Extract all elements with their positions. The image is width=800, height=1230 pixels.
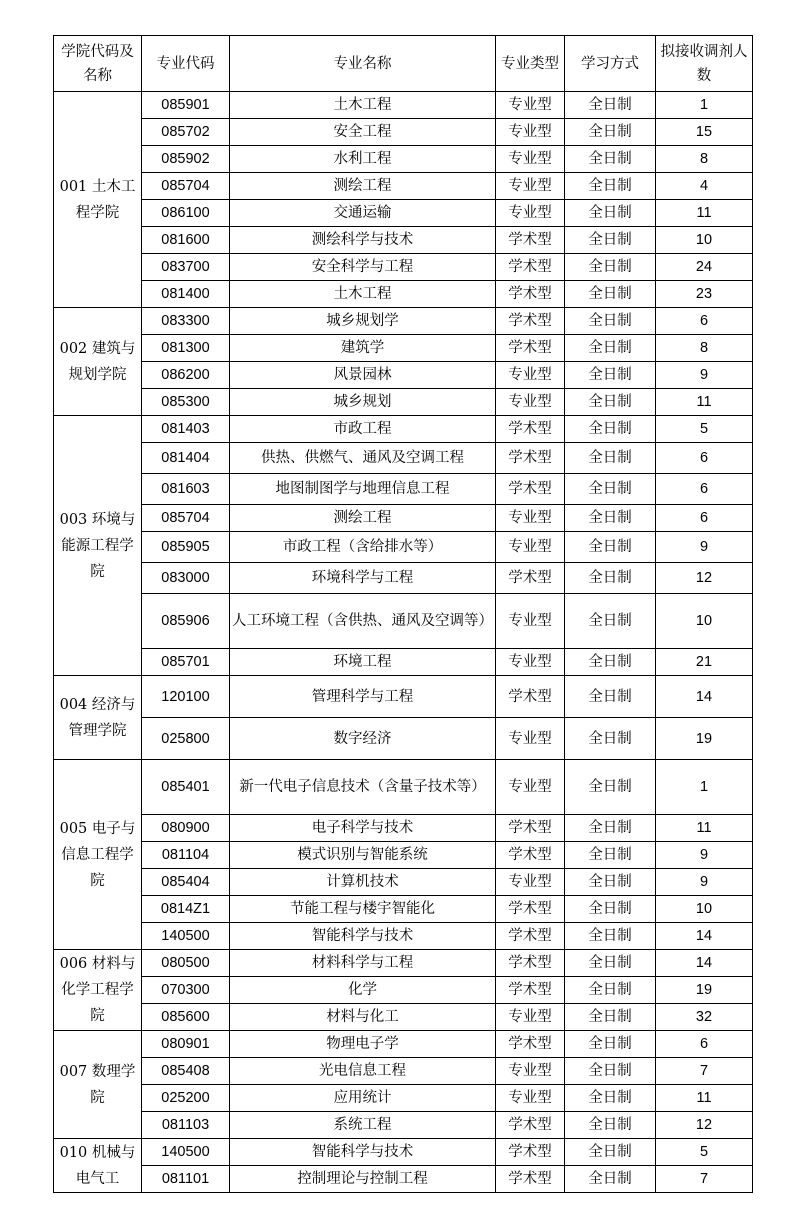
major-name-cell: 供热、供燃气、通风及空调工程 bbox=[230, 443, 496, 474]
major-type-cell: 专业型 bbox=[496, 505, 565, 532]
study-mode-cell: 全日制 bbox=[565, 532, 656, 563]
major-type-cell: 学术型 bbox=[496, 950, 565, 977]
major-code-cell: 085401 bbox=[142, 760, 230, 815]
study-mode-cell: 全日制 bbox=[565, 227, 656, 254]
planned-count-cell: 24 bbox=[656, 254, 753, 281]
major-name-cell: 土木工程 bbox=[230, 92, 496, 119]
planned-count-cell: 23 bbox=[656, 281, 753, 308]
planned-count-cell: 9 bbox=[656, 842, 753, 869]
table-row bbox=[54, 119, 753, 146]
major-name-cell: 材料科学与工程 bbox=[230, 950, 496, 977]
study-mode-cell: 全日制 bbox=[565, 389, 656, 416]
study-mode-cell: 全日制 bbox=[565, 649, 656, 676]
planned-count-cell: 1 bbox=[656, 760, 753, 815]
major-code-cell: 085408 bbox=[142, 1058, 230, 1085]
major-code-cell: 086200 bbox=[142, 362, 230, 389]
table-row bbox=[54, 594, 753, 649]
major-name-cell: 物理电子学 bbox=[230, 1031, 496, 1058]
planned-count-cell: 21 bbox=[656, 649, 753, 676]
planned-count-cell: 11 bbox=[656, 200, 753, 227]
major-type-cell: 专业型 bbox=[496, 869, 565, 896]
table-row bbox=[54, 760, 753, 815]
major-code-cell: 083300 bbox=[142, 308, 230, 335]
header-college: 学院代码及名称 bbox=[54, 36, 142, 92]
study-mode-cell: 全日制 bbox=[565, 563, 656, 594]
planned-count-cell: 11 bbox=[656, 815, 753, 842]
major-code-cell: 085300 bbox=[142, 389, 230, 416]
table-row bbox=[54, 474, 753, 505]
college-cell: 007 数理学院 bbox=[54, 1031, 142, 1139]
table-row bbox=[54, 389, 753, 416]
planned-count-cell: 7 bbox=[656, 1166, 753, 1193]
planned-count-cell: 15 bbox=[656, 119, 753, 146]
major-type-cell: 专业型 bbox=[496, 594, 565, 649]
major-code-cell: 083000 bbox=[142, 563, 230, 594]
table-row bbox=[54, 362, 753, 389]
major-code-cell: 085902 bbox=[142, 146, 230, 173]
major-name-cell: 化学 bbox=[230, 977, 496, 1004]
planned-count-cell: 14 bbox=[656, 923, 753, 950]
table-row bbox=[54, 443, 753, 474]
table-row bbox=[54, 950, 753, 977]
planned-count-cell: 6 bbox=[656, 474, 753, 505]
table-row bbox=[54, 842, 753, 869]
college-cell: 006 材料与化学工程学院 bbox=[54, 950, 142, 1031]
major-code-cell: 085704 bbox=[142, 173, 230, 200]
planned-count-cell: 6 bbox=[656, 1031, 753, 1058]
major-code-cell: 081101 bbox=[142, 1166, 230, 1193]
table-row bbox=[54, 227, 753, 254]
major-code-cell: 085404 bbox=[142, 869, 230, 896]
major-code-cell: 081404 bbox=[142, 443, 230, 474]
study-mode-cell: 全日制 bbox=[565, 950, 656, 977]
major-name-cell: 地图制图学与地理信息工程 bbox=[230, 474, 496, 505]
major-code-cell: 025800 bbox=[142, 718, 230, 760]
major-type-cell: 专业型 bbox=[496, 1004, 565, 1031]
table-row bbox=[54, 92, 753, 119]
planned-count-cell: 6 bbox=[656, 443, 753, 474]
major-type-cell: 学术型 bbox=[496, 227, 565, 254]
table-row bbox=[54, 281, 753, 308]
major-code-cell: 083700 bbox=[142, 254, 230, 281]
major-type-cell: 学术型 bbox=[496, 1139, 565, 1166]
major-name-cell: 管理科学与工程 bbox=[230, 676, 496, 718]
major-code-cell: 070300 bbox=[142, 977, 230, 1004]
planned-count-cell: 10 bbox=[656, 896, 753, 923]
major-name-cell: 智能科学与技术 bbox=[230, 923, 496, 950]
major-type-cell: 专业型 bbox=[496, 1058, 565, 1085]
study-mode-cell: 全日制 bbox=[565, 760, 656, 815]
major-type-cell: 学术型 bbox=[496, 335, 565, 362]
planned-count-cell: 6 bbox=[656, 308, 753, 335]
study-mode-cell: 全日制 bbox=[565, 1112, 656, 1139]
major-type-cell: 专业型 bbox=[496, 173, 565, 200]
table-row bbox=[54, 923, 753, 950]
major-name-cell: 交通运输 bbox=[230, 200, 496, 227]
table-row bbox=[54, 977, 753, 1004]
study-mode-cell: 全日制 bbox=[565, 718, 656, 760]
major-code-cell: 081603 bbox=[142, 474, 230, 505]
planned-count-cell: 1 bbox=[656, 92, 753, 119]
table-row bbox=[54, 335, 753, 362]
major-type-cell: 学术型 bbox=[496, 416, 565, 443]
major-name-cell: 电子科学与技术 bbox=[230, 815, 496, 842]
college-cell: 004 经济与管理学院 bbox=[54, 676, 142, 760]
study-mode-cell: 全日制 bbox=[565, 815, 656, 842]
major-name-cell: 节能工程与楼宇智能化 bbox=[230, 896, 496, 923]
major-type-cell: 专业型 bbox=[496, 389, 565, 416]
table-row bbox=[54, 896, 753, 923]
major-code-cell: 081400 bbox=[142, 281, 230, 308]
major-type-cell: 学术型 bbox=[496, 1112, 565, 1139]
major-code-cell: 120100 bbox=[142, 676, 230, 718]
table-row bbox=[54, 649, 753, 676]
major-code-cell: 140500 bbox=[142, 923, 230, 950]
planned-count-cell: 11 bbox=[656, 389, 753, 416]
college-cell: 005 电子与信息工程学院 bbox=[54, 760, 142, 950]
major-name-cell: 城乡规划 bbox=[230, 389, 496, 416]
study-mode-cell: 全日制 bbox=[565, 119, 656, 146]
planned-count-cell: 5 bbox=[656, 1139, 753, 1166]
major-type-cell: 学术型 bbox=[496, 842, 565, 869]
major-code-cell: 085600 bbox=[142, 1004, 230, 1031]
study-mode-cell: 全日制 bbox=[565, 416, 656, 443]
table-body bbox=[54, 92, 753, 1193]
study-mode-cell: 全日制 bbox=[565, 92, 656, 119]
table-row bbox=[54, 1004, 753, 1031]
major-code-cell: 081600 bbox=[142, 227, 230, 254]
major-name-cell: 智能科学与技术 bbox=[230, 1139, 496, 1166]
major-name-cell: 安全工程 bbox=[230, 119, 496, 146]
planned-count-cell: 19 bbox=[656, 718, 753, 760]
major-code-cell: 081403 bbox=[142, 416, 230, 443]
study-mode-cell: 全日制 bbox=[565, 594, 656, 649]
major-type-cell: 学术型 bbox=[496, 308, 565, 335]
study-mode-cell: 全日制 bbox=[565, 474, 656, 505]
table-row bbox=[54, 1112, 753, 1139]
planned-count-cell: 7 bbox=[656, 1058, 753, 1085]
major-name-cell: 数字经济 bbox=[230, 718, 496, 760]
major-name-cell: 计算机技术 bbox=[230, 869, 496, 896]
major-name-cell: 安全科学与工程 bbox=[230, 254, 496, 281]
planned-count-cell: 12 bbox=[656, 1112, 753, 1139]
table-row bbox=[54, 1139, 753, 1166]
planned-count-cell: 12 bbox=[656, 563, 753, 594]
college-cell: 010 机械与电气工 bbox=[54, 1139, 142, 1193]
planned-count-cell: 11 bbox=[656, 1085, 753, 1112]
study-mode-cell: 全日制 bbox=[565, 1166, 656, 1193]
major-type-cell: 学术型 bbox=[496, 923, 565, 950]
study-mode-cell: 全日制 bbox=[565, 1139, 656, 1166]
study-mode-cell: 全日制 bbox=[565, 1031, 656, 1058]
major-name-cell: 风景园林 bbox=[230, 362, 496, 389]
planned-count-cell: 4 bbox=[656, 173, 753, 200]
study-mode-cell: 全日制 bbox=[565, 362, 656, 389]
table-row bbox=[54, 505, 753, 532]
major-type-cell: 专业型 bbox=[496, 146, 565, 173]
major-code-cell: 080901 bbox=[142, 1031, 230, 1058]
major-code-cell: 080500 bbox=[142, 950, 230, 977]
major-code-cell: 081104 bbox=[142, 842, 230, 869]
major-name-cell: 控制理论与控制工程 bbox=[230, 1166, 496, 1193]
planned-count-cell: 8 bbox=[656, 335, 753, 362]
major-code-cell: 086100 bbox=[142, 200, 230, 227]
major-type-cell: 专业型 bbox=[496, 760, 565, 815]
college-cell: 001 土木工程学院 bbox=[54, 92, 142, 308]
major-type-cell: 学术型 bbox=[496, 474, 565, 505]
table-row bbox=[54, 563, 753, 594]
major-code-cell: 085906 bbox=[142, 594, 230, 649]
table-row bbox=[54, 146, 753, 173]
major-name-cell: 测绘科学与技术 bbox=[230, 227, 496, 254]
major-type-cell: 学术型 bbox=[496, 977, 565, 1004]
study-mode-cell: 全日制 bbox=[565, 869, 656, 896]
major-code-cell: 081300 bbox=[142, 335, 230, 362]
major-name-cell: 光电信息工程 bbox=[230, 1058, 496, 1085]
major-name-cell: 测绘工程 bbox=[230, 173, 496, 200]
header-study-mode: 学习方式 bbox=[565, 36, 656, 92]
major-code-cell: 085905 bbox=[142, 532, 230, 563]
planned-count-cell: 9 bbox=[656, 362, 753, 389]
study-mode-cell: 全日制 bbox=[565, 505, 656, 532]
planned-count-cell: 10 bbox=[656, 227, 753, 254]
planned-count-cell: 14 bbox=[656, 950, 753, 977]
major-code-cell: 085701 bbox=[142, 649, 230, 676]
major-name-cell: 建筑学 bbox=[230, 335, 496, 362]
major-name-cell: 环境科学与工程 bbox=[230, 563, 496, 594]
major-name-cell: 新一代电子信息技术（含量子技术等） bbox=[230, 760, 496, 815]
header-major-code: 专业代码 bbox=[142, 36, 230, 92]
study-mode-cell: 全日制 bbox=[565, 1085, 656, 1112]
major-code-cell: 025200 bbox=[142, 1085, 230, 1112]
major-code-cell: 140500 bbox=[142, 1139, 230, 1166]
major-name-cell: 应用统计 bbox=[230, 1085, 496, 1112]
study-mode-cell: 全日制 bbox=[565, 200, 656, 227]
major-type-cell: 学术型 bbox=[496, 443, 565, 474]
adjustment-table bbox=[53, 35, 753, 1193]
major-code-cell: 0814Z1 bbox=[142, 896, 230, 923]
major-type-cell: 专业型 bbox=[496, 532, 565, 563]
table-row bbox=[54, 718, 753, 760]
major-code-cell: 081103 bbox=[142, 1112, 230, 1139]
major-name-cell: 水利工程 bbox=[230, 146, 496, 173]
planned-count-cell: 6 bbox=[656, 505, 753, 532]
study-mode-cell: 全日制 bbox=[565, 443, 656, 474]
major-type-cell: 学术型 bbox=[496, 896, 565, 923]
major-type-cell: 专业型 bbox=[496, 649, 565, 676]
major-type-cell: 学术型 bbox=[496, 281, 565, 308]
major-type-cell: 专业型 bbox=[496, 119, 565, 146]
major-code-cell: 085704 bbox=[142, 505, 230, 532]
study-mode-cell: 全日制 bbox=[565, 335, 656, 362]
table-row bbox=[54, 1031, 753, 1058]
study-mode-cell: 全日制 bbox=[565, 923, 656, 950]
major-type-cell: 专业型 bbox=[496, 92, 565, 119]
major-name-cell: 系统工程 bbox=[230, 1112, 496, 1139]
table-row bbox=[54, 1085, 753, 1112]
major-code-cell: 085901 bbox=[142, 92, 230, 119]
planned-count-cell: 9 bbox=[656, 532, 753, 563]
table-row bbox=[54, 869, 753, 896]
major-name-cell: 测绘工程 bbox=[230, 505, 496, 532]
college-cell: 002 建筑与规划学院 bbox=[54, 308, 142, 416]
header-planned-count: 拟接收调剂人数 bbox=[656, 36, 753, 92]
study-mode-cell: 全日制 bbox=[565, 146, 656, 173]
study-mode-cell: 全日制 bbox=[565, 1058, 656, 1085]
study-mode-cell: 全日制 bbox=[565, 977, 656, 1004]
table-row bbox=[54, 815, 753, 842]
planned-count-cell: 10 bbox=[656, 594, 753, 649]
study-mode-cell: 全日制 bbox=[565, 676, 656, 718]
header-major-name: 专业名称 bbox=[230, 36, 496, 92]
planned-count-cell: 19 bbox=[656, 977, 753, 1004]
major-type-cell: 学术型 bbox=[496, 563, 565, 594]
major-type-cell: 学术型 bbox=[496, 1166, 565, 1193]
table-row bbox=[54, 676, 753, 718]
table-row bbox=[54, 532, 753, 563]
major-name-cell: 市政工程 bbox=[230, 416, 496, 443]
table-row bbox=[54, 173, 753, 200]
study-mode-cell: 全日制 bbox=[565, 1004, 656, 1031]
study-mode-cell: 全日制 bbox=[565, 281, 656, 308]
major-type-cell: 专业型 bbox=[496, 200, 565, 227]
table-row bbox=[54, 1166, 753, 1193]
major-name-cell: 城乡规划学 bbox=[230, 308, 496, 335]
planned-count-cell: 5 bbox=[656, 416, 753, 443]
table-row bbox=[54, 254, 753, 281]
table-row bbox=[54, 416, 753, 443]
study-mode-cell: 全日制 bbox=[565, 842, 656, 869]
major-type-cell: 学术型 bbox=[496, 676, 565, 718]
planned-count-cell: 32 bbox=[656, 1004, 753, 1031]
major-name-cell: 市政工程（含给排水等） bbox=[230, 532, 496, 563]
major-name-cell: 人工环境工程（含供热、通风及空调等） bbox=[230, 594, 496, 649]
major-code-cell: 085702 bbox=[142, 119, 230, 146]
college-cell: 003 环境与能源工程学院 bbox=[54, 416, 142, 676]
table-row bbox=[54, 200, 753, 227]
major-type-cell: 学术型 bbox=[496, 815, 565, 842]
major-name-cell: 环境工程 bbox=[230, 649, 496, 676]
major-type-cell: 学术型 bbox=[496, 254, 565, 281]
planned-count-cell: 8 bbox=[656, 146, 753, 173]
planned-count-cell: 14 bbox=[656, 676, 753, 718]
major-name-cell: 土木工程 bbox=[230, 281, 496, 308]
planned-count-cell: 9 bbox=[656, 869, 753, 896]
major-type-cell: 专业型 bbox=[496, 362, 565, 389]
table-row bbox=[54, 308, 753, 335]
study-mode-cell: 全日制 bbox=[565, 896, 656, 923]
table-row bbox=[54, 1058, 753, 1085]
major-name-cell: 材料与化工 bbox=[230, 1004, 496, 1031]
major-name-cell: 模式识别与智能系统 bbox=[230, 842, 496, 869]
header-major-type: 专业类型 bbox=[496, 36, 565, 92]
study-mode-cell: 全日制 bbox=[565, 173, 656, 200]
study-mode-cell: 全日制 bbox=[565, 308, 656, 335]
major-type-cell: 专业型 bbox=[496, 718, 565, 760]
major-code-cell: 080900 bbox=[142, 815, 230, 842]
header-row bbox=[54, 36, 753, 92]
study-mode-cell: 全日制 bbox=[565, 254, 656, 281]
major-type-cell: 专业型 bbox=[496, 1085, 565, 1112]
major-type-cell: 学术型 bbox=[496, 1031, 565, 1058]
